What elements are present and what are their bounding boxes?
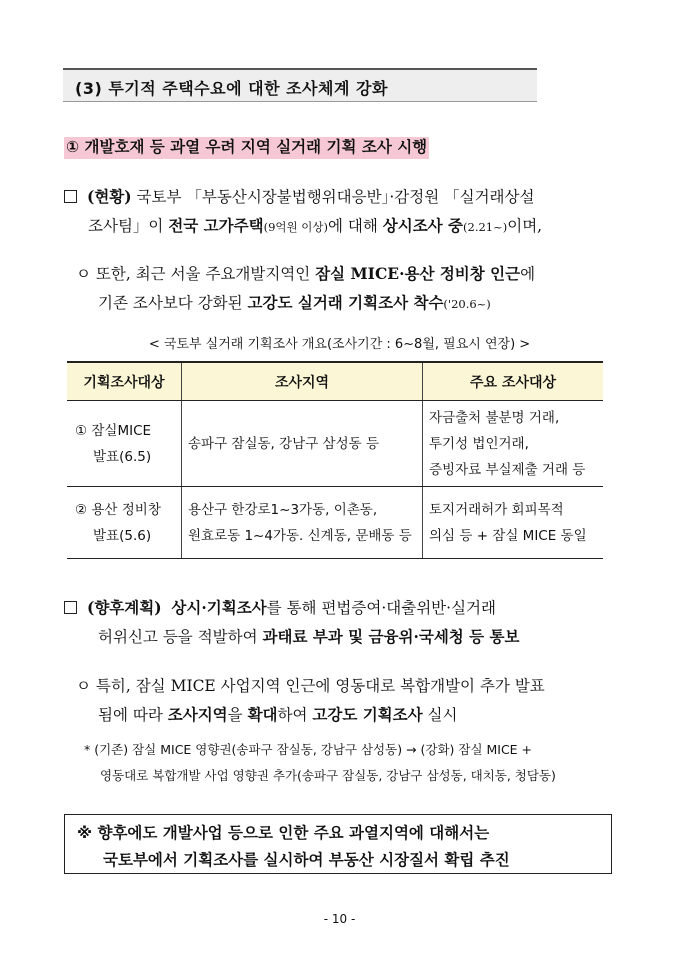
footnote-line-2: 영동대로 복합개발 사업 영향권 추가(송파구 잠실동, 강남구 삼성동, 대치동, 청담동)	[100, 768, 556, 783]
status-line-1: (현황) 국토부 「부동산시장불법행위대응반」·감정원 「실거래상설	[64, 185, 534, 207]
sub-bullet-2-line-1: ㅇ 특히, 잠실 MICE 사업지역 인근에 영동대로 복합개발이 추가 발표	[76, 677, 545, 695]
plan-line-2: 허위신고 등을 적발하여 과태료 부과 및 금융위·국세청 등 통보	[98, 627, 520, 646]
table-header: 기획조사대상	[67, 362, 182, 401]
note-line-1: ※ 향후에도 개발사업 등으로 인한 주요 과열지역에 대해서는	[77, 824, 490, 842]
table-header: 주요 조사대상	[423, 362, 604, 401]
table-cell-region: 송파구 잠실동, 강남구 삼성동 등	[182, 401, 423, 487]
footnote-line-1: * (기존) 잠실 MICE 영향권(송파구 잠실동, 강남구 삼성동) → (강화) 잠실 MICE +	[84, 742, 533, 757]
page-number: - 10 -	[323, 912, 356, 926]
checkbox-bullet-icon	[64, 190, 77, 203]
plan-line-1: (향후계획) 상시·기획조사를 통해 편법증여·대출위반·실거래	[64, 596, 496, 618]
table-caption: < 국토부 실거래 기획조사 개요(조사기간 : 6~8월, 필요시 연장) >	[148, 337, 531, 352]
subheading-text: ① 개발호재 등 과열 우려 지역 실거래 기획 조사 시행	[64, 137, 429, 159]
table-cell-target: ② 용산 정비창 발표(5.6)	[67, 487, 182, 559]
note-box	[64, 814, 612, 874]
note-line-2: 국토부에서 기획조사를 실시하여 부동산 시장질서 확립 추진	[103, 851, 510, 869]
table-row	[67, 487, 603, 559]
table-cell-target: ① 잠실MICE 발표(6.5)	[67, 401, 182, 487]
table-header-row	[67, 362, 603, 401]
section-header	[63, 68, 537, 102]
sub-bullet-1-line-1: ㅇ 또한, 최근 서울 주요개발지역인 잠실 MICE·용산 정비창 인근에	[76, 264, 536, 283]
sub-bullet-1-line-2: 기존 조사보다 강화된 고강도 실거래 기획조사 착수('20.6~)	[98, 293, 491, 312]
checkbox-bullet-icon	[64, 601, 77, 614]
table-row	[67, 401, 603, 487]
status-line-2: 조사팀」이 전국 고가주택(9억원 이상)에 대해 상시조사 중(2.21~)이며,	[88, 216, 543, 235]
table-header: 조사지역	[182, 362, 423, 401]
table-cell-focus: 자금출처 불분명 거래, 투기성 법인거래, 증빙자료 부실제출 거래 등	[423, 401, 604, 487]
table-cell-focus: 토지거래허가 회피목적 의심 등 + 잠실 MICE 동일	[423, 487, 604, 559]
section-title: (3) 투기적 주택수요에 대한 조사체계 강화	[75, 79, 388, 98]
subheading	[64, 135, 429, 157]
sub-bullet-2-line-2: 됨에 따라 조사지역을 확대하여 고강도 기획조사 실시	[98, 705, 458, 724]
table-cell-region: 용산구 한강로1~3가동, 이촌동, 원효로동 1~4가동. 신계동, 문배동 등	[182, 487, 423, 559]
survey-table	[67, 361, 603, 559]
